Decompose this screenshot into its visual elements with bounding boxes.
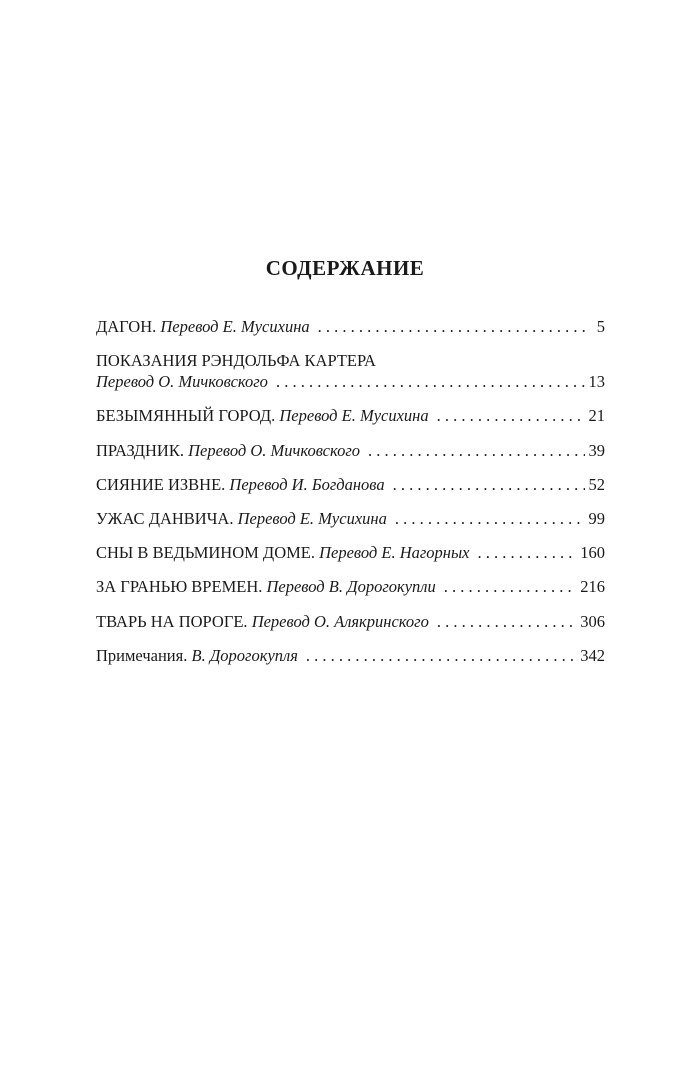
toc-entry-dunwich-horror	[96, 508, 605, 529]
entry-title: СНЫ В ВЕДЬМИНОМ ДОМЕ.	[96, 543, 315, 563]
toc-entry-thing-on-doorstep	[96, 611, 605, 632]
entry-translator: Перевод О. Мичковского	[188, 440, 361, 460]
entry-title: Примечания.	[96, 645, 188, 665]
entry-page-number: 5	[596, 317, 605, 336]
dot-leader	[444, 576, 577, 597]
entry-translator: Перевод Е. Мусихина	[237, 508, 387, 528]
entry-page-number: 160	[580, 543, 605, 563]
dot-leader	[318, 316, 587, 337]
entry-title: СИЯНИЕ ИЗВНЕ.	[96, 474, 226, 494]
dot-leader	[368, 440, 584, 461]
entry-page-number: 216	[580, 577, 605, 597]
entry-translator: Перевод О. Мичковского	[96, 372, 268, 392]
entry-title: УЖАС ДАНВИЧА.	[96, 508, 234, 528]
entry-translator: Перевод Е. Мусихина	[160, 317, 310, 336]
toc-entry-shadow-out-of-time	[96, 576, 605, 597]
entry-translator: Перевод Е. Нагорных	[319, 543, 470, 563]
toc-entry-nameless-city	[96, 405, 605, 426]
dot-leader	[437, 611, 576, 632]
entry-title: ТВАРЬ НА ПОРОГЕ.	[96, 611, 248, 631]
toc-entry-dagon	[96, 316, 605, 337]
entry-page-number: 52	[588, 474, 605, 494]
entry-translator: Перевод О. Алякринского	[251, 611, 429, 631]
entry-translator: Перевод Е. Мусихина	[279, 406, 429, 426]
entry-title: БЕЗЫМЯННЫЙ ГОРОД.	[96, 406, 276, 426]
dot-leader	[478, 542, 577, 563]
table-of-contents	[96, 316, 605, 679]
entry-translator: Перевод В. Дорогокупли	[266, 577, 436, 597]
entry-page-number: 306	[580, 611, 605, 631]
entry-page-number: 99	[588, 508, 605, 528]
entry-page-number: 13	[588, 372, 605, 392]
toc-entry-dreams-witch-house	[96, 542, 605, 563]
page-title: СОДЕРЖАНИЕ	[265, 256, 425, 280]
toc-entry-festival	[96, 440, 605, 461]
entry-page-number: 342	[580, 645, 605, 665]
dot-leader	[276, 371, 585, 392]
entry-title: ПРАЗДНИК.	[96, 440, 184, 460]
entry-translator: В. Дорогокупля	[191, 645, 298, 665]
entry-translator: Перевод И. Богданова	[229, 474, 385, 494]
dot-leader	[306, 645, 576, 666]
dot-leader	[393, 474, 585, 495]
toc-entry-notes	[96, 645, 605, 666]
toc-entry-randolph-carter	[96, 350, 605, 392]
toc-entry-colour-out-of-space	[96, 474, 605, 495]
entry-title: ПОКАЗАНИЯ РЭНДОЛЬФА КАРТЕРА	[96, 351, 376, 371]
entry-title: ДАГОН.	[96, 317, 157, 336]
dot-leader	[395, 508, 585, 529]
entry-page-number: 21	[588, 406, 605, 426]
entry-title: ЗА ГРАНЬЮ ВРЕМЕН.	[96, 577, 263, 597]
dot-leader	[437, 405, 585, 426]
entry-page-number: 39	[588, 440, 605, 460]
